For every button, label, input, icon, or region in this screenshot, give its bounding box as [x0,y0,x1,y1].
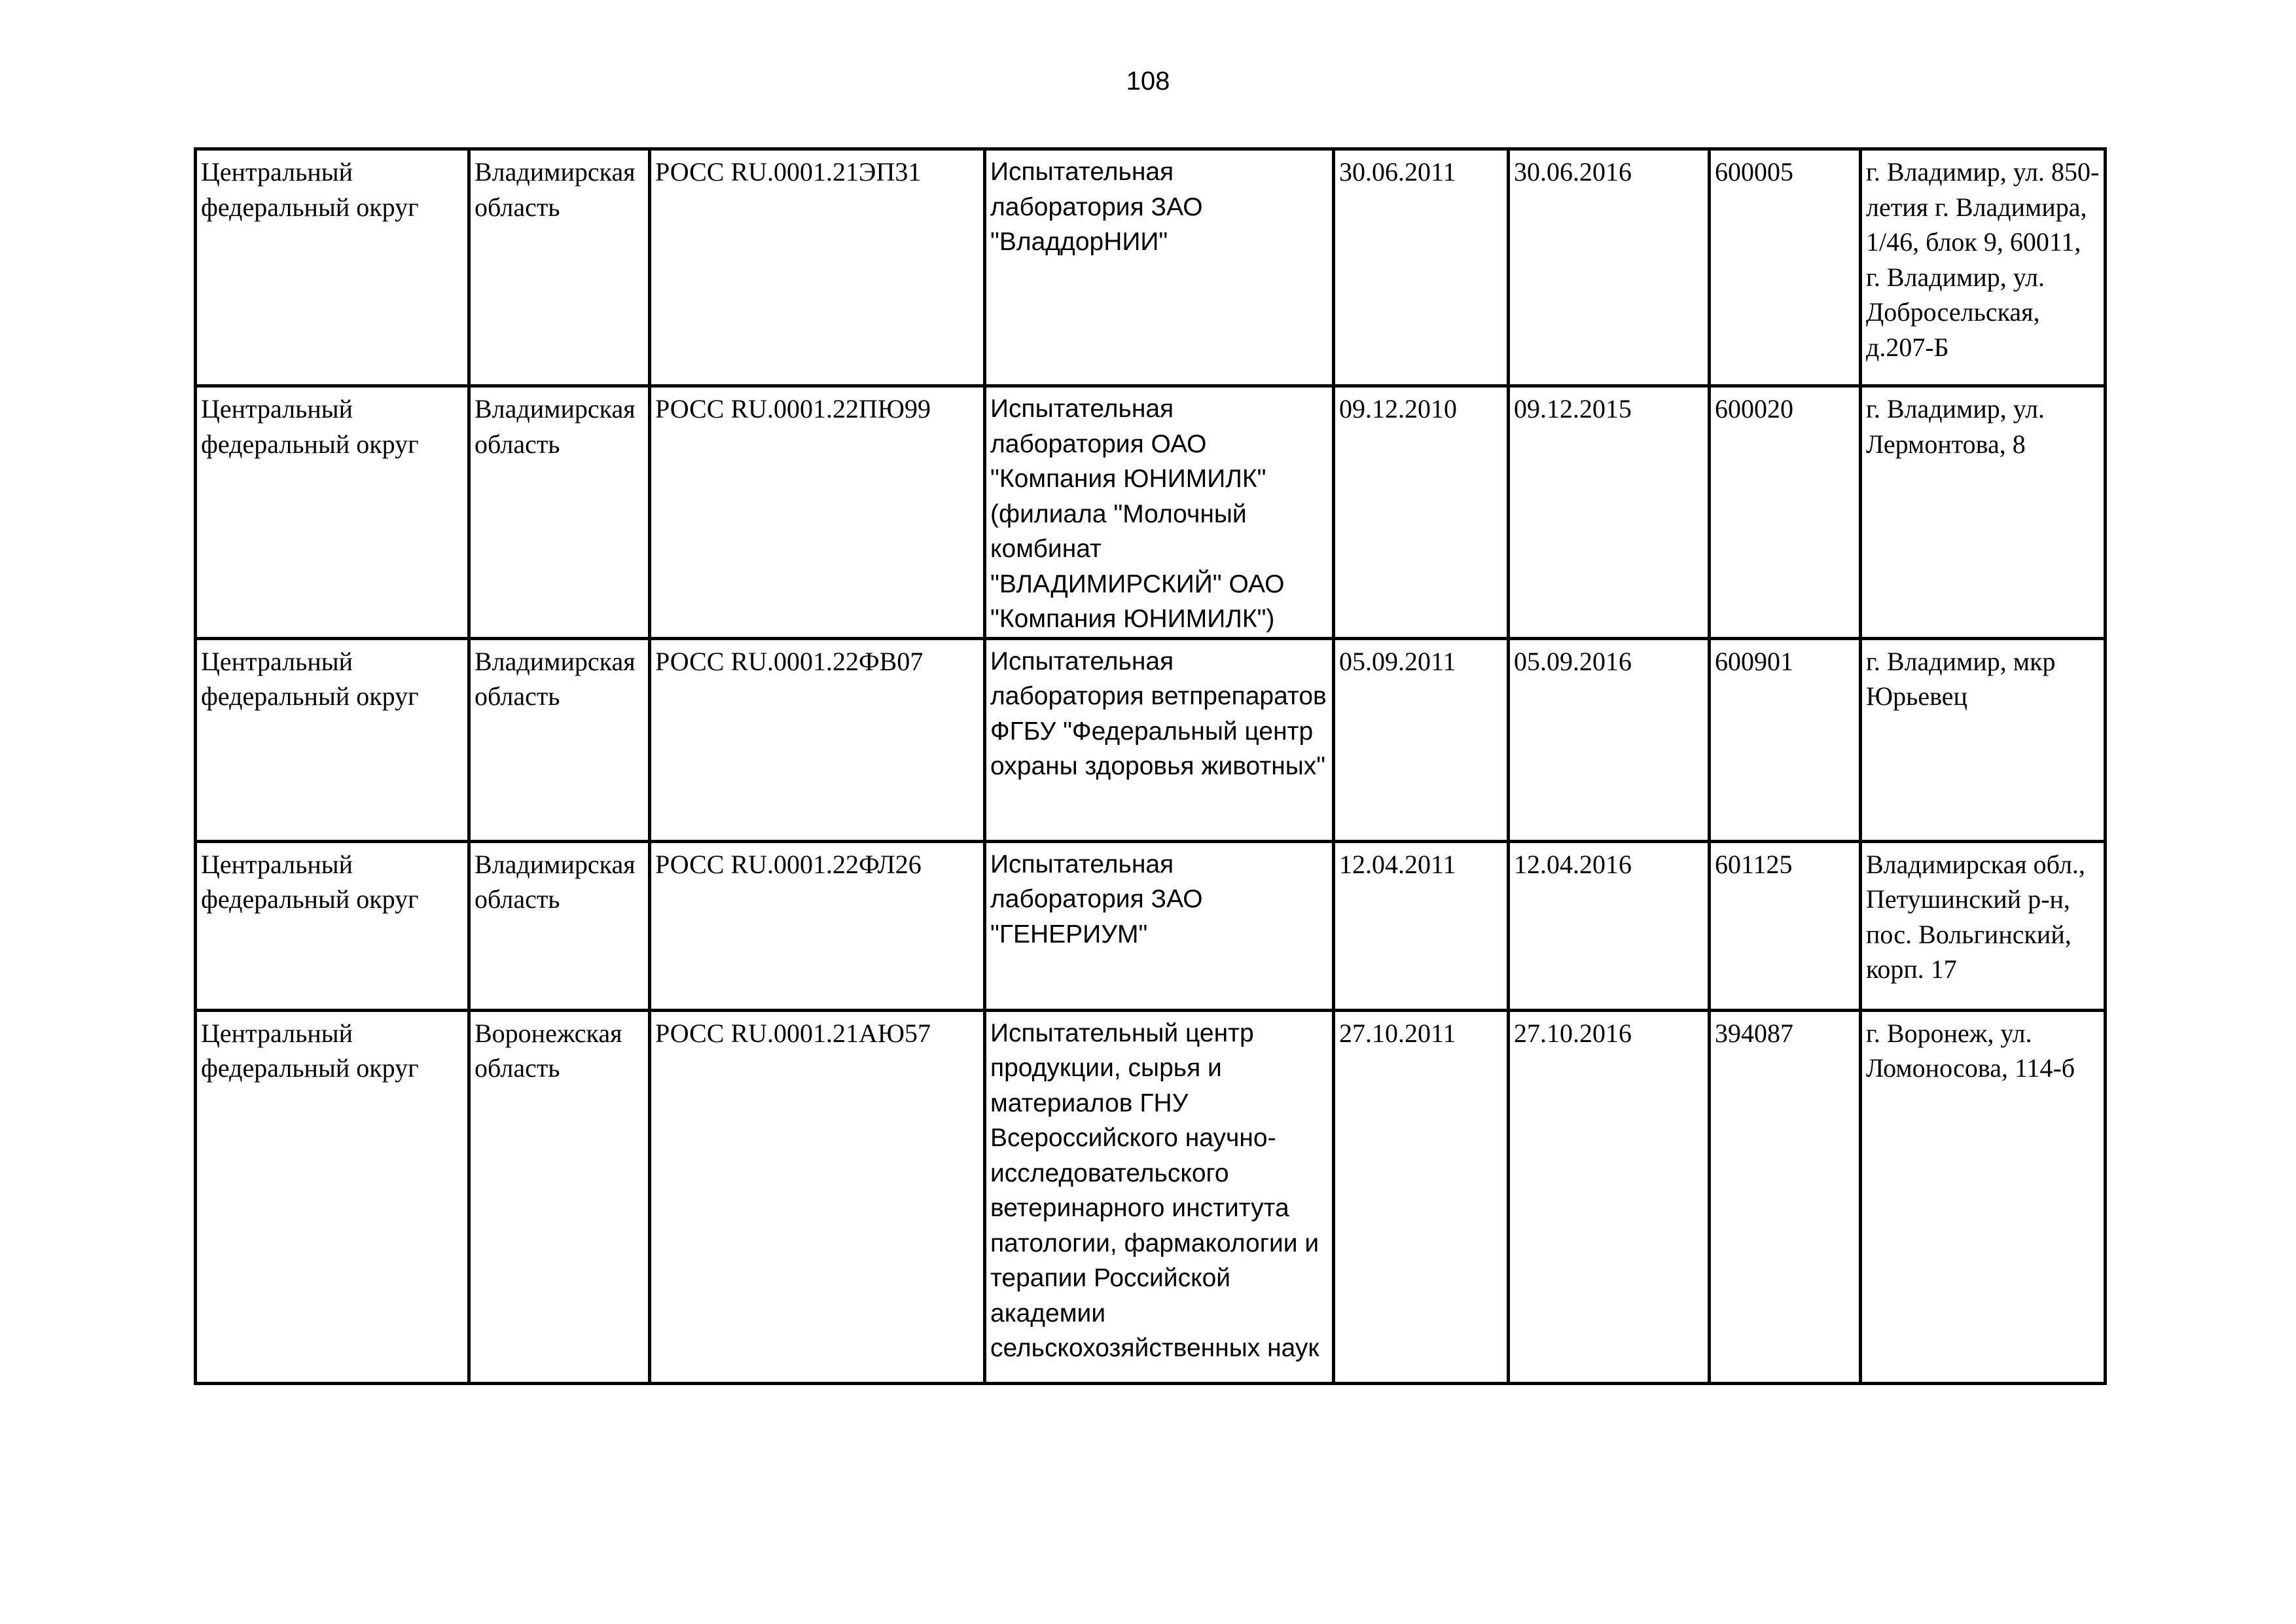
cert-number-cell: РОСС RU.0001.21ЭП31 [650,149,985,386]
address-cell: Владимирская обл., Петушинский р-н, пос. Вольгинский, корп. 17 [1861,841,2106,1010]
date-from-cell: 12.04.2011 [1334,841,1509,1010]
date-from-cell: 27.10.2011 [1334,1010,1509,1383]
table-row [196,638,2106,841]
postal-code-cell: 601125 [1710,841,1861,1010]
lab-name-cell: Испытательная лаборатория ветпрепаратов ФГБУ "Федеральный центр охраны здоровья животных" [985,638,1334,841]
cert-number-cell: РОСС RU.0001.22ПЮ99 [650,386,985,639]
date-from-cell: 09.12.2010 [1334,386,1509,639]
page-number: 108 [1126,67,1170,96]
table-row [196,1010,2106,1383]
lab-name-cell: Испытательный центр продукции, сырья и материалов ГНУ Всероссийского научно-исследовательского ветеринарного института патологии, фармакологии и терапии Российской академии сельскохозяйственных наук [985,1010,1334,1383]
region-cell: Владимирская область [469,638,650,841]
postal-code-cell: 600020 [1710,386,1861,639]
region-cell: Воронежская область [469,1010,650,1383]
table-row [196,841,2106,1010]
date-from-cell: 30.06.2011 [1334,149,1509,386]
lab-name-cell: Испытательная лаборатория ЗАО "ГЕНЕРИУМ" [985,841,1334,1010]
region-cell: Владимирская область [469,386,650,639]
postal-code-cell: 394087 [1710,1010,1861,1383]
date-to-cell: 30.06.2016 [1509,149,1710,386]
district-cell: Центральный федеральный округ [196,149,469,386]
lab-name-cell: Испытательная лаборатория ЗАО "ВладдорНИИ" [985,149,1334,386]
postal-code-cell: 600901 [1710,638,1861,841]
address-cell: г. Владимир, мкр Юрьевец [1861,638,2106,841]
cert-number-cell: РОСС RU.0001.22ФЛ26 [650,841,985,1010]
date-from-cell: 05.09.2011 [1334,638,1509,841]
date-to-cell: 09.12.2015 [1509,386,1710,639]
date-to-cell: 27.10.2016 [1509,1010,1710,1383]
address-cell: г. Воронеж, ул. Ломоносова, 114-б [1861,1010,2106,1383]
date-to-cell: 12.04.2016 [1509,841,1710,1010]
district-cell: Центральный федеральный округ [196,386,469,639]
cert-number-cell: РОСС RU.0001.21АЮ57 [650,1010,985,1383]
cert-number-cell: РОСС RU.0001.22ФВ07 [650,638,985,841]
region-cell: Владимирская область [469,841,650,1010]
registry-table [194,147,2107,1385]
lab-name-cell: Испытательная лаборатория ОАО "Компания ЮНИМИЛК" (филиала "Молочный комбинат "ВЛАДИМИРСКИЙ" ОАО "Компания ЮНИМИЛК") [985,386,1334,639]
date-to-cell: 05.09.2016 [1509,638,1710,841]
postal-code-cell: 600005 [1710,149,1861,386]
region-cell: Владимирская область [469,149,650,386]
table-row [196,386,2106,639]
address-cell: г. Владимир, ул. Лермонтова, 8 [1861,386,2106,639]
address-cell [1861,149,2106,386]
district-cell: Центральный федеральный округ [196,841,469,1010]
address-text: г. Владимир, ул. 850-летия г. Владимира, 1/46, блок 9, 60011, г. Владимир, ул. Добросельская, д.207-Б [1866,157,2100,362]
district-cell: Центральный федеральный округ [196,1010,469,1383]
district-cell: Центральный федеральный округ [196,638,469,841]
table-row [196,149,2106,386]
